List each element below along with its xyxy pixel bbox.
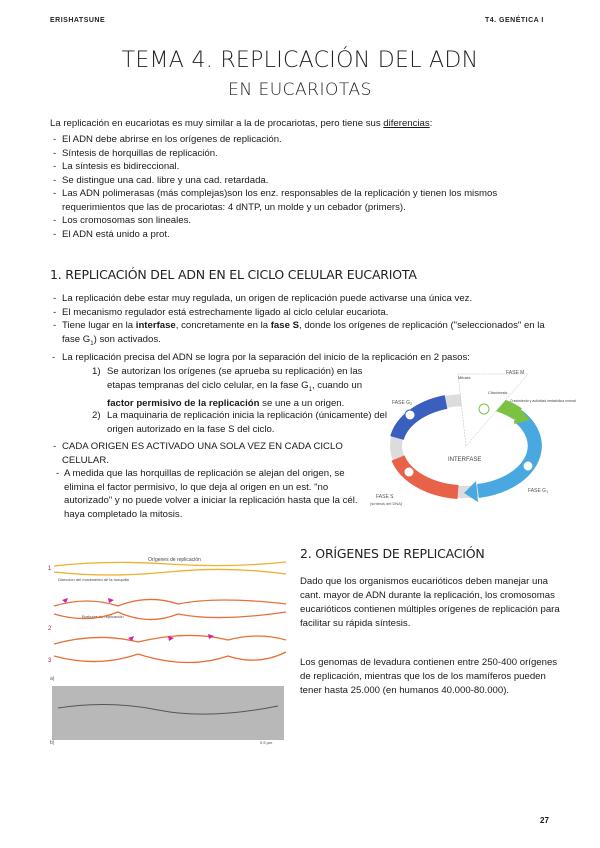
intro-link: diferencias <box>383 118 430 129</box>
fig-scale-label: 0,5 µm <box>260 740 273 745</box>
fig-label-2: 2 <box>48 626 52 632</box>
step-1-text <box>107 365 367 410</box>
step-1-c: , cuando un <box>311 379 363 391</box>
intro-colon: : <box>429 118 433 129</box>
header-subject: T4. GENÉTICA I <box>485 17 544 24</box>
sub-bullet: - La replicación precisa del ADN se logra por la separación del inicio de la replicación en 2 pasos: <box>62 351 470 365</box>
intro-text: La replicación en eucariotas es muy similar a la de procariotas, pero tiene sus <box>50 118 384 129</box>
page-subtitle: EN EUCARIOTAS <box>228 80 372 100</box>
cycle-node <box>523 461 533 471</box>
cada-origen-list <box>48 440 368 467</box>
step-1-e: se une a un origen. <box>259 397 345 409</box>
cycle-arc-g1 <box>478 416 535 491</box>
b3-text-g: ) son activados. <box>93 333 161 345</box>
fig-direccion-label: Dirección del movimiento de la horquilla <box>58 577 129 582</box>
differences-list <box>48 133 548 241</box>
list-item: - El ADN está unido a prot. <box>48 228 548 242</box>
section-1-list <box>48 292 553 351</box>
cycle-node <box>404 467 414 477</box>
b3-text-c: , concretamente en la <box>175 320 271 331</box>
dna-strand-2 <box>54 599 286 606</box>
list-item: - La síntesis es bidireccional. <box>48 160 548 174</box>
section-1-title: 1. REPLICACIÓN DEL ADN EN EL CICLO CELULAR EUCARIOTA <box>50 267 417 282</box>
step-1-sub: 1 <box>308 386 312 393</box>
fork-arrows <box>62 598 214 641</box>
list-item: - La replicación debe estar muy regulada, un origen de replicación puede activarse una única vez. <box>48 292 553 306</box>
cada-sub-bullet: - A medida que las horquillas de replicación se alejan del origen, se elimina el factor permisivo, lo que deja al origen en un est. "no autorizado" y no puede volver a iniciar la replicación hasta que la cél. haya completado la mitosis. <box>64 467 364 521</box>
fase-g2-label: FASE $G_2$ <box>392 400 413 406</box>
cycle-node <box>405 410 415 420</box>
citocinesis-label: Citocinesis <box>488 390 508 395</box>
fig-label-1: 1 <box>48 566 52 572</box>
header-author: ERISHATSUNE <box>50 17 106 24</box>
step-1-number: 1) <box>92 366 101 377</box>
cell-cycle-diagram <box>368 366 576 516</box>
b3-text-e: , donde los orígenes de replicación ("seleccionados" en la fase G <box>62 320 545 345</box>
cycle-arc-g2 <box>397 402 446 438</box>
page-number: 27 <box>540 816 549 825</box>
dna-strand-1b <box>54 569 286 575</box>
fig-burbujas-label: Burbujas de replicación <box>82 614 124 619</box>
section-2-title: 2. ORÍGENES DE REPLICACIÓN <box>300 546 485 561</box>
micrograph <box>52 686 284 740</box>
list-item <box>48 319 553 351</box>
list-item: - El ADN debe abrirse en los orígenes de replicación. <box>48 133 548 147</box>
step-2-text: La maquinaria de replicación inicia la replicación (únicamente) del origen autorizado en la fase S del ciclo. <box>107 410 387 435</box>
list-item: - Los cromosomas son lineales. <box>48 214 548 228</box>
list-item: - Las ADN polimerasas (más complejas)son los enz. responsables de la replicación y tienen los mismos requerimientos que las de procariotas: 4 dNTP, un molde y un cebador (primers). <box>48 187 548 214</box>
fig-origenes-label: Orígenes de replicación <box>148 557 201 563</box>
replication-origins-figure <box>48 548 288 748</box>
fase-m-label: FASE M <box>506 370 525 376</box>
cycle-center-label: INTERFASE <box>448 457 482 463</box>
list-item: - CADA ORIGEN ES ACTIVADO UNA SOLA VEZ EN CADA CICLO CELULAR. <box>48 440 368 467</box>
section-2-paragraph-1: Dado que los organismos eucarióticos deben manejar una cant. mayor de ADN durante la replicación, los cromosomas eucarióticos contienen múltiples orígenes de replicación para facilitar su rápida síntesis. <box>300 576 560 629</box>
list-item: - Se distingue una cad. libre y una cad. retardada. <box>48 174 548 188</box>
fase-g1-label: FASE $G_1$ <box>528 488 549 494</box>
fig-label-b: b) <box>50 740 55 746</box>
dna-strand-3b <box>54 652 286 663</box>
step-2-number: 2) <box>92 410 101 421</box>
step-1-a: Se autorizan los orígenes (se aprueba su replicación) en las etapas tempranas del ciclo celular, en la fase G <box>107 366 363 391</box>
page-title: TEMA 4. REPLICACIÓN DEL ADN <box>121 48 479 73</box>
mitosis-label: Mitosis <box>458 375 471 380</box>
intro-paragraph <box>50 118 550 129</box>
step-1-factor: factor permisivo de la replicación <box>107 397 260 409</box>
list-item: - El mecanismo regulador está estrechamente ligado al ciclo celular eucariota. <box>48 306 553 320</box>
growth-note: Crecimiento y actividad metabólica normal <box>510 399 576 403</box>
cycle-node <box>479 404 489 414</box>
b3-interfase: interfase <box>135 320 176 331</box>
list-item: - Síntesis de horquillas de replicación. <box>48 147 548 161</box>
fig-label-3: 3 <box>48 658 52 664</box>
b3-text-a: Tiene lugar en la <box>62 320 136 331</box>
b3-fase-s: fase S <box>270 320 299 331</box>
arrow-head-g1 <box>464 481 478 502</box>
fig-label-a: a) <box>50 676 55 682</box>
b3-sub: 1 <box>90 340 94 347</box>
fase-s-label: FASE S <box>376 494 394 500</box>
section-2-paragraph-2: Los genomas de levadura contienen entre 250-400 orígenes de replicación, mientras que los de los mamíferos pueden tener hasta 25.000 (en humanos 40.000-80.000). <box>300 657 558 696</box>
fase-s-sub: (síntesis del DNA) <box>370 501 403 506</box>
